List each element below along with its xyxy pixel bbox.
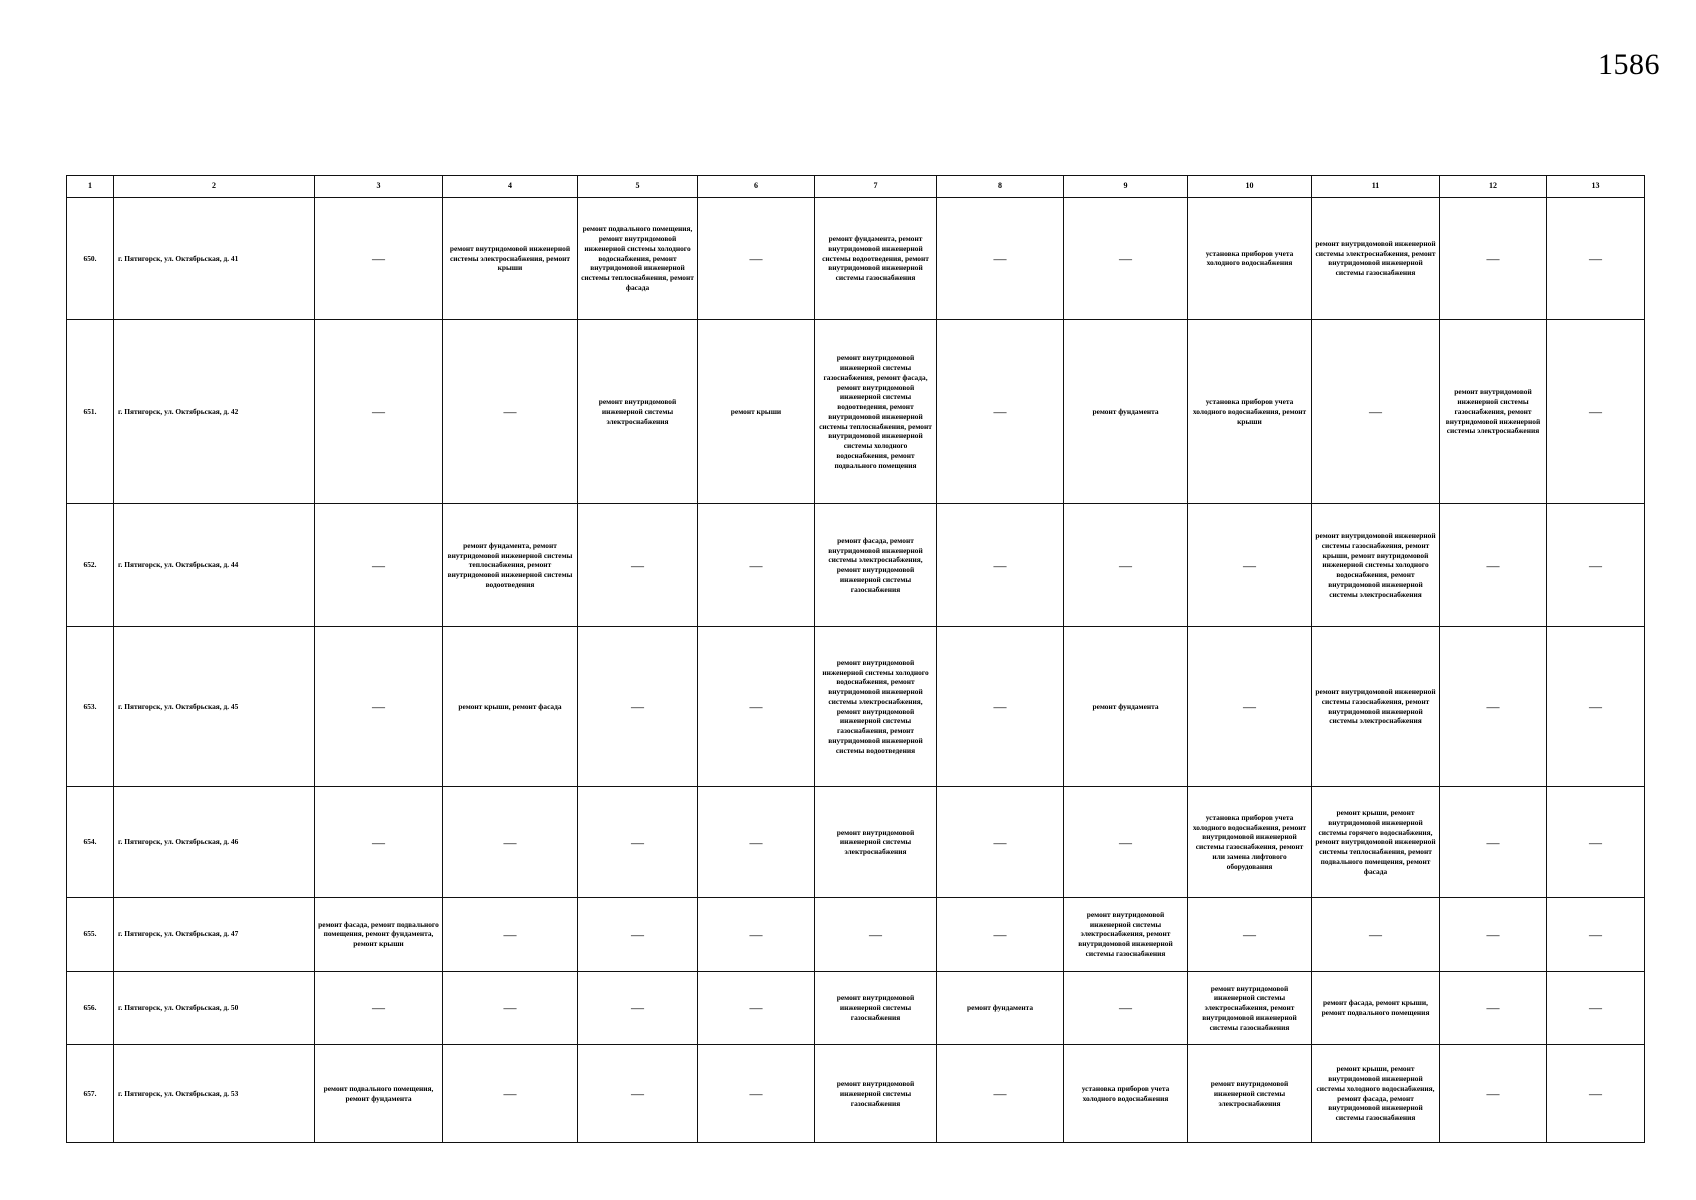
repair-work-cell: ремонт крыши, ремонт внутридомовой инженерной системы горячего водоснабжения, ремонт внутридомовой инженерной системы теплоснабжения, ремонт подвального помещения, ремонт фасада [1312, 787, 1440, 898]
address-cell: г. Пятигорск, ул. Октябрьская, д. 50 [114, 971, 315, 1045]
empty-dash-cell: — [1188, 504, 1312, 627]
empty-dash-cell: — [315, 971, 443, 1045]
empty-dash-cell: — [578, 626, 698, 786]
empty-dash-cell: — [1440, 897, 1547, 971]
repair-work-cell: ремонт внутридомовой инженерной системы электроснабжения [578, 320, 698, 504]
empty-dash-cell: — [815, 897, 937, 971]
address-cell: г. Пятигорск, ул. Октябрьская, д. 41 [114, 197, 315, 320]
empty-dash-cell: — [1547, 971, 1645, 1045]
repair-work-cell: ремонт внутридомовой инженерной системы газоснабжения, ремонт внутридомовой инженерной системы электроснабжения [1440, 320, 1547, 504]
empty-dash-cell: — [937, 320, 1064, 504]
table-row [67, 971, 1645, 1045]
repair-work-cell: ремонт внутридомовой инженерной системы газоснабжения [815, 1045, 937, 1143]
empty-dash-cell: — [1440, 1045, 1547, 1143]
repair-work-cell: ремонт внутридомовой инженерной системы электроснабжения, ремонт крыши [443, 197, 578, 320]
column-number-header: 5 [578, 176, 698, 198]
address-cell: г. Пятигорск, ул. Октябрьская, д. 53 [114, 1045, 315, 1143]
empty-dash-cell: — [698, 971, 815, 1045]
empty-dash-cell: — [315, 197, 443, 320]
empty-dash-cell: — [1188, 626, 1312, 786]
empty-dash-cell: — [937, 626, 1064, 786]
empty-dash-cell: — [1547, 626, 1645, 786]
table-body [67, 176, 1645, 1143]
repair-work-cell: ремонт крыши [698, 320, 815, 504]
empty-dash-cell: — [1547, 320, 1645, 504]
table-row [67, 626, 1645, 786]
empty-dash-cell: — [698, 897, 815, 971]
empty-dash-cell: — [1547, 897, 1645, 971]
row-number: 652. [67, 504, 114, 627]
empty-dash-cell: — [1440, 626, 1547, 786]
row-number: 653. [67, 626, 114, 786]
repair-work-cell: ремонт фундамента, ремонт внутридомовой инженерной системы теплоснабжения, ремонт внутридомовой инженерной системы водоотведения [443, 504, 578, 627]
empty-dash-cell: — [1547, 504, 1645, 627]
empty-dash-cell: — [1440, 787, 1547, 898]
row-number: 651. [67, 320, 114, 504]
empty-dash-cell: — [1064, 504, 1188, 627]
empty-dash-cell: — [937, 1045, 1064, 1143]
empty-dash-cell: — [937, 787, 1064, 898]
table-row [67, 787, 1645, 898]
empty-dash-cell: — [1547, 197, 1645, 320]
column-number-header: 10 [1188, 176, 1312, 198]
repair-work-cell: ремонт внутридомовой инженерной системы газоснабжения, ремонт крыши, ремонт внутридомовой инженерной системы холодного водоснабжения, ремонт внутридомовой инженерной системы электроснабжения [1312, 504, 1440, 627]
empty-dash-cell: — [698, 1045, 815, 1143]
column-number-header: 12 [1440, 176, 1547, 198]
table-row [67, 1045, 1645, 1143]
row-number: 650. [67, 197, 114, 320]
column-number-header: 2 [114, 176, 315, 198]
empty-dash-cell: — [578, 787, 698, 898]
row-number: 656. [67, 971, 114, 1045]
empty-dash-cell: — [443, 320, 578, 504]
empty-dash-cell: — [937, 197, 1064, 320]
empty-dash-cell: — [1440, 504, 1547, 627]
empty-dash-cell: — [443, 787, 578, 898]
repair-work-cell: ремонт фундамента [937, 971, 1064, 1045]
repair-work-cell: ремонт крыши, ремонт фасада [443, 626, 578, 786]
address-cell: г. Пятигорск, ул. Октябрьская, д. 42 [114, 320, 315, 504]
repair-work-cell: установка приборов учета холодного водоснабжения, ремонт крыши [1188, 320, 1312, 504]
empty-dash-cell: — [1440, 971, 1547, 1045]
column-number-header: 4 [443, 176, 578, 198]
repair-work-cell: ремонт подвального помещения, ремонт внутридомовой инженерной системы холодного водоснабжения, ремонт внутридомовой инженерной системы теплоснабжения, ремонт фасада [578, 197, 698, 320]
empty-dash-cell: — [937, 504, 1064, 627]
repair-work-cell: установка приборов учета холодного водоснабжения, ремонт внутридомовой инженерной системы газоснабжения, ремонт или замена лифтового оборудования [1188, 787, 1312, 898]
empty-dash-cell: — [1547, 1045, 1645, 1143]
table-row [67, 897, 1645, 971]
column-number-header: 9 [1064, 176, 1188, 198]
repair-work-cell: ремонт внутридомовой инженерной системы электроснабжения, ремонт внутридомовой инженерной системы газоснабжения [1312, 197, 1440, 320]
empty-dash-cell: — [698, 197, 815, 320]
empty-dash-cell: — [698, 787, 815, 898]
table-row [67, 320, 1645, 504]
repair-work-cell: ремонт внутридомовой инженерной системы холодного водоснабжения, ремонт внутридомовой инженерной системы электроснабжения, ремонт внутридомовой инженерной системы газоснабжения, ремонт внутридомовой инженерной системы водоотведения [815, 626, 937, 786]
empty-dash-cell: — [578, 504, 698, 627]
empty-dash-cell: — [315, 320, 443, 504]
repair-work-cell: установка приборов учета холодного водоснабжения [1188, 197, 1312, 320]
repair-work-cell: ремонт фундамента [1064, 320, 1188, 504]
row-number: 654. [67, 787, 114, 898]
empty-dash-cell: — [578, 897, 698, 971]
empty-dash-cell: — [1440, 197, 1547, 320]
empty-dash-cell: — [443, 971, 578, 1045]
address-cell: г. Пятигорск, ул. Октябрьская, д. 45 [114, 626, 315, 786]
column-number-header: 6 [698, 176, 815, 198]
column-number-header: 7 [815, 176, 937, 198]
repair-work-cell: ремонт фасада, ремонт крыши, ремонт подвального помещения [1312, 971, 1440, 1045]
empty-dash-cell: — [1312, 897, 1440, 971]
address-cell: г. Пятигорск, ул. Октябрьская, д. 47 [114, 897, 315, 971]
table-row [67, 197, 1645, 320]
repair-work-cell: ремонт внутридомовой инженерной системы электроснабжения, ремонт внутридомовой инженерной системы газоснабжения [1064, 897, 1188, 971]
repair-work-cell: ремонт внутридомовой инженерной системы газоснабжения, ремонт внутридомовой инженерной системы электроснабжения [1312, 626, 1440, 786]
address-cell: г. Пятигорск, ул. Октябрьская, д. 44 [114, 504, 315, 627]
empty-dash-cell: — [1312, 320, 1440, 504]
column-number-header-row [67, 176, 1645, 198]
empty-dash-cell: — [1064, 787, 1188, 898]
repair-schedule-table [66, 175, 1645, 1143]
repair-work-cell: установка приборов учета холодного водоснабжения [1064, 1045, 1188, 1143]
empty-dash-cell: — [698, 504, 815, 627]
column-number-header: 1 [67, 176, 114, 198]
row-number: 655. [67, 897, 114, 971]
repair-work-cell: ремонт внутридомовой инженерной системы газоснабжения [815, 971, 937, 1045]
repair-work-cell: ремонт внутридомовой инженерной системы газоснабжения, ремонт фасада, ремонт внутридомовой инженерной системы водоотведения, ремонт внутридомовой инженерной системы теплоснабжения, ремонт внутридомовой инженерной системы холодного водоснабжения, ремонт подвального помещения [815, 320, 937, 504]
row-number: 657. [67, 1045, 114, 1143]
empty-dash-cell: — [315, 787, 443, 898]
empty-dash-cell: — [315, 504, 443, 627]
empty-dash-cell: — [937, 897, 1064, 971]
empty-dash-cell: — [698, 626, 815, 786]
empty-dash-cell: — [578, 971, 698, 1045]
empty-dash-cell: — [1064, 197, 1188, 320]
repair-work-cell: ремонт подвального помещения, ремонт фундамента [315, 1045, 443, 1143]
empty-dash-cell: — [1064, 971, 1188, 1045]
repair-work-cell: ремонт внутридомовой инженерной системы электроснабжения [1188, 1045, 1312, 1143]
empty-dash-cell: — [1188, 897, 1312, 971]
empty-dash-cell: — [443, 897, 578, 971]
repair-work-cell: ремонт крыши, ремонт внутридомовой инженерной системы холодного водоснабжения, ремонт фасада, ремонт внутридомовой инженерной системы газоснабжения [1312, 1045, 1440, 1143]
empty-dash-cell: — [443, 1045, 578, 1143]
column-number-header: 11 [1312, 176, 1440, 198]
repair-work-cell: ремонт внутридомовой инженерной системы электроснабжения [815, 787, 937, 898]
repair-work-cell: ремонт внутридомовой инженерной системы электроснабжения, ремонт внутридомовой инженерной системы газоснабжения [1188, 971, 1312, 1045]
repair-work-cell: ремонт фасада, ремонт внутридомовой инженерной системы электроснабжения, ремонт внутридомовой инженерной системы газоснабжения [815, 504, 937, 627]
empty-dash-cell: — [1547, 787, 1645, 898]
address-cell: г. Пятигорск, ул. Октябрьская, д. 46 [114, 787, 315, 898]
column-number-header: 3 [315, 176, 443, 198]
repair-work-cell: ремонт фундамента [1064, 626, 1188, 786]
column-number-header: 8 [937, 176, 1064, 198]
empty-dash-cell: — [578, 1045, 698, 1143]
empty-dash-cell: — [315, 626, 443, 786]
repair-work-cell: ремонт фундамента, ремонт внутридомовой инженерной системы водоотведения, ремонт внутридомовой инженерной системы газоснабжения [815, 197, 937, 320]
repair-work-cell: ремонт фасада, ремонт подвального помещения, ремонт фундамента, ремонт крыши [315, 897, 443, 971]
table-row [67, 504, 1645, 627]
column-number-header: 13 [1547, 176, 1645, 198]
page-number: 1586 [1598, 48, 1660, 81]
